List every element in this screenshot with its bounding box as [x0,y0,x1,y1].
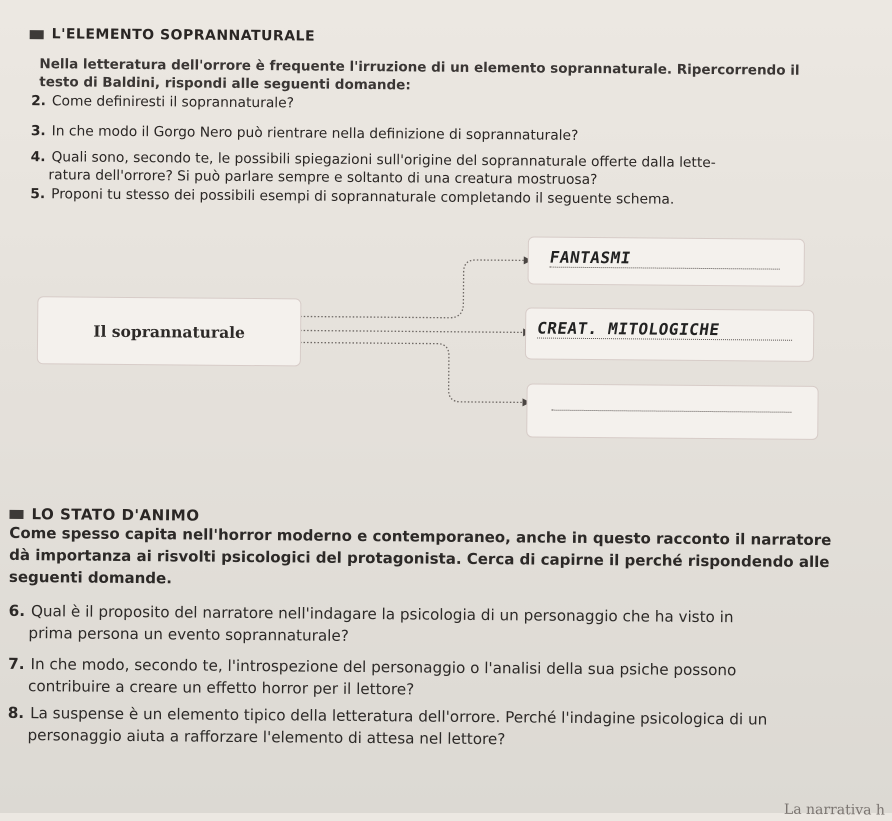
handwritten-answer-1: FANTASMI [548,247,633,268]
question-7: 7. In che modo, secondo te, l'introspezione del personaggio o l'analisi della sua psiche possono contribuire a creare un effetto horror per il lettore? [8,654,737,699]
section-heading-text: L'ELEMENTO SOPRANNATURALE [51,26,316,45]
heading-bullet-icon [9,509,23,518]
handwritten-answer-2: CREAT. MITOLOGICHE [535,318,721,340]
section-intro: Nella letteratura dell'orrore è frequente l'irruzione di un elemento soprannaturale. Ripercorrendo il testo di Baldini, rispondi alle seguenti domande: [39,56,800,94]
question-6: 6. Qual è il proposito del narratore nell'indagare la psicologia di un personaggio che ha visto in prima persona un evento soprannaturale? [8,601,734,645]
question-3: 3. In che modo il Gorgo Nero può rientrare nella definizione di soprannaturale? [30,123,579,144]
section-heading-text: LO STATO D'ANIMO [31,505,200,525]
question-2: 2. Come definiresti il soprannaturale? [31,93,295,112]
question-5: 5. Proponi tu stesso dei possibili esempi di soprannaturale completando il seguente schema. [30,186,675,208]
running-footer: La narrativa h [783,801,886,819]
question-4: 4. Quali sono, secondo te, le possibili spiegazioni sull'origine del soprannaturale offerte dalla lette- ratura dell'orrore? Si può parlare sempre e soltanto di una creatura mostruosa? [30,149,716,189]
schema-center-label: Il soprannaturale [93,321,246,342]
question-8: 8. La suspense è un elemento tipico della letteratura dell'orrore. Perché l'indagine psicologica di un personaggio aiuta a rafforzare l'elemento di attesa nel lettore? [7,703,768,749]
schema-center-box [37,296,302,366]
section2-intro: Come spesso capita nell'horror moderno e contemporaneo, anche in questo racconto il narratore dà importanza ai risvolti psicologici del protagonista. Cerca di capirne il perché rispondendo alle seguenti domande. [8,523,832,588]
